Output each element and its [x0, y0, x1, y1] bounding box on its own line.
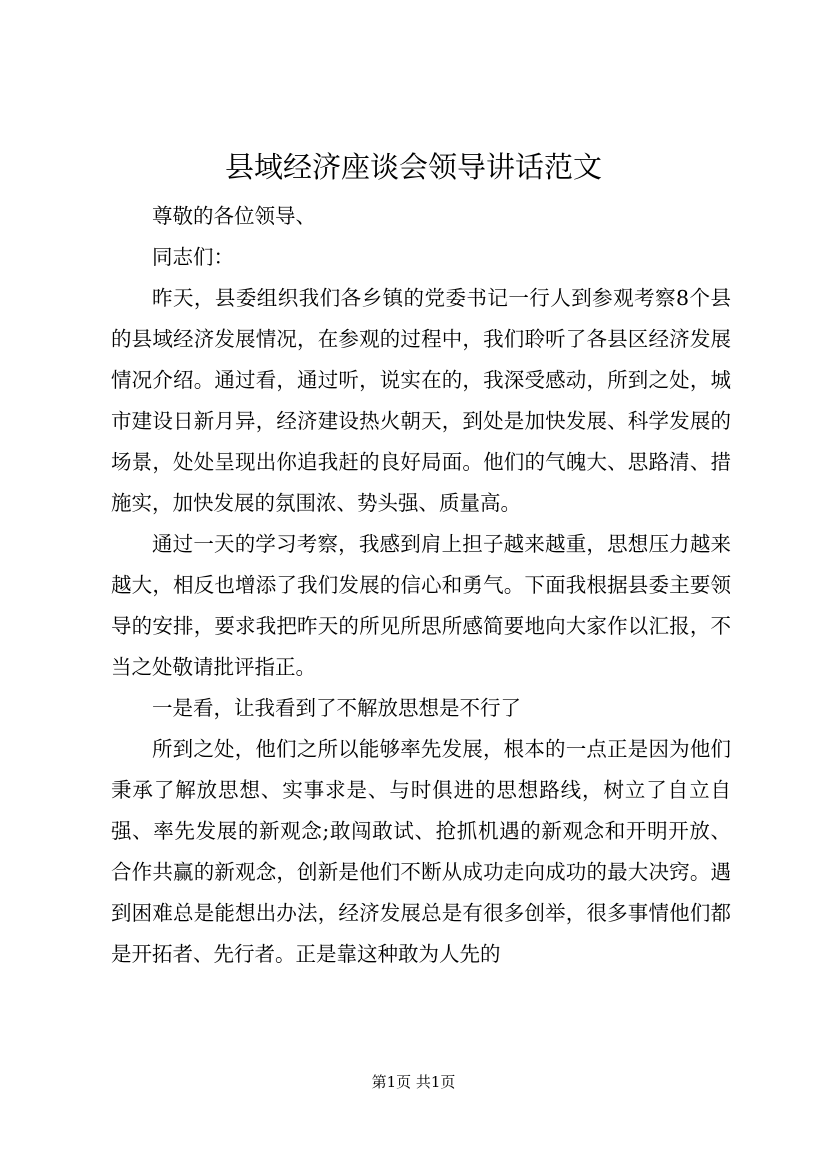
paragraph-2: 通过一天的学习考察，我感到肩上担子越来越重，思想压力越来越大，相反也增添了我们发展的信心和勇气。下面我根据县委主要领导的安排，要求我把昨天的所见所思所感简要地向大家作以汇报，不当之处敬请批评指正。	[111, 532, 731, 679]
paragraph-1: 昨天，县委组织我们各乡镇的党委书记一行人到参观考察8个县的县域经济发展情况，在参观的过程中，我们聆听了各县区经济发展情况介绍。通过看，通过听，说实在的，我深受感动，所到之处，城市建设日新月异，经济建设热火朝天，到处是加快发展、科学发展的场景，处处呈现出你追我赶的良好局面。他们的气魄大、思路清、措施实，加快发展的氛围浓、势头强、质量高。	[111, 286, 731, 515]
salutation-line-1: 尊敬的各位领导、	[152, 204, 316, 228]
paragraph-3: 所到之处，他们之所以能够率先发展，根本的一点正是因为他们秉承了解放思想、实事求是、与时俱进的思想路线，树立了自立自强、率先发展的新观念;敢闯敢试、抢抓机遇的新观念和开明开放、合作共赢的新观念，创新是他们不断从成功走向成功的最大决窍。遇到困难总是能想出办法，经济发展总是有很多创举，很多事情他们都是开拓者、先行者。正是靠这种敢为人先的	[111, 737, 731, 966]
document-body	[111, 196, 731, 975]
salutation-line-2: 同志们：	[152, 245, 234, 269]
document-title: 县域经济座谈会领导讲话范文	[224, 150, 602, 184]
page-footer: 第1页 共1页	[371, 1073, 456, 1091]
section-heading-1: 一是看，让我看到了不解放思想是不行了	[152, 696, 521, 720]
